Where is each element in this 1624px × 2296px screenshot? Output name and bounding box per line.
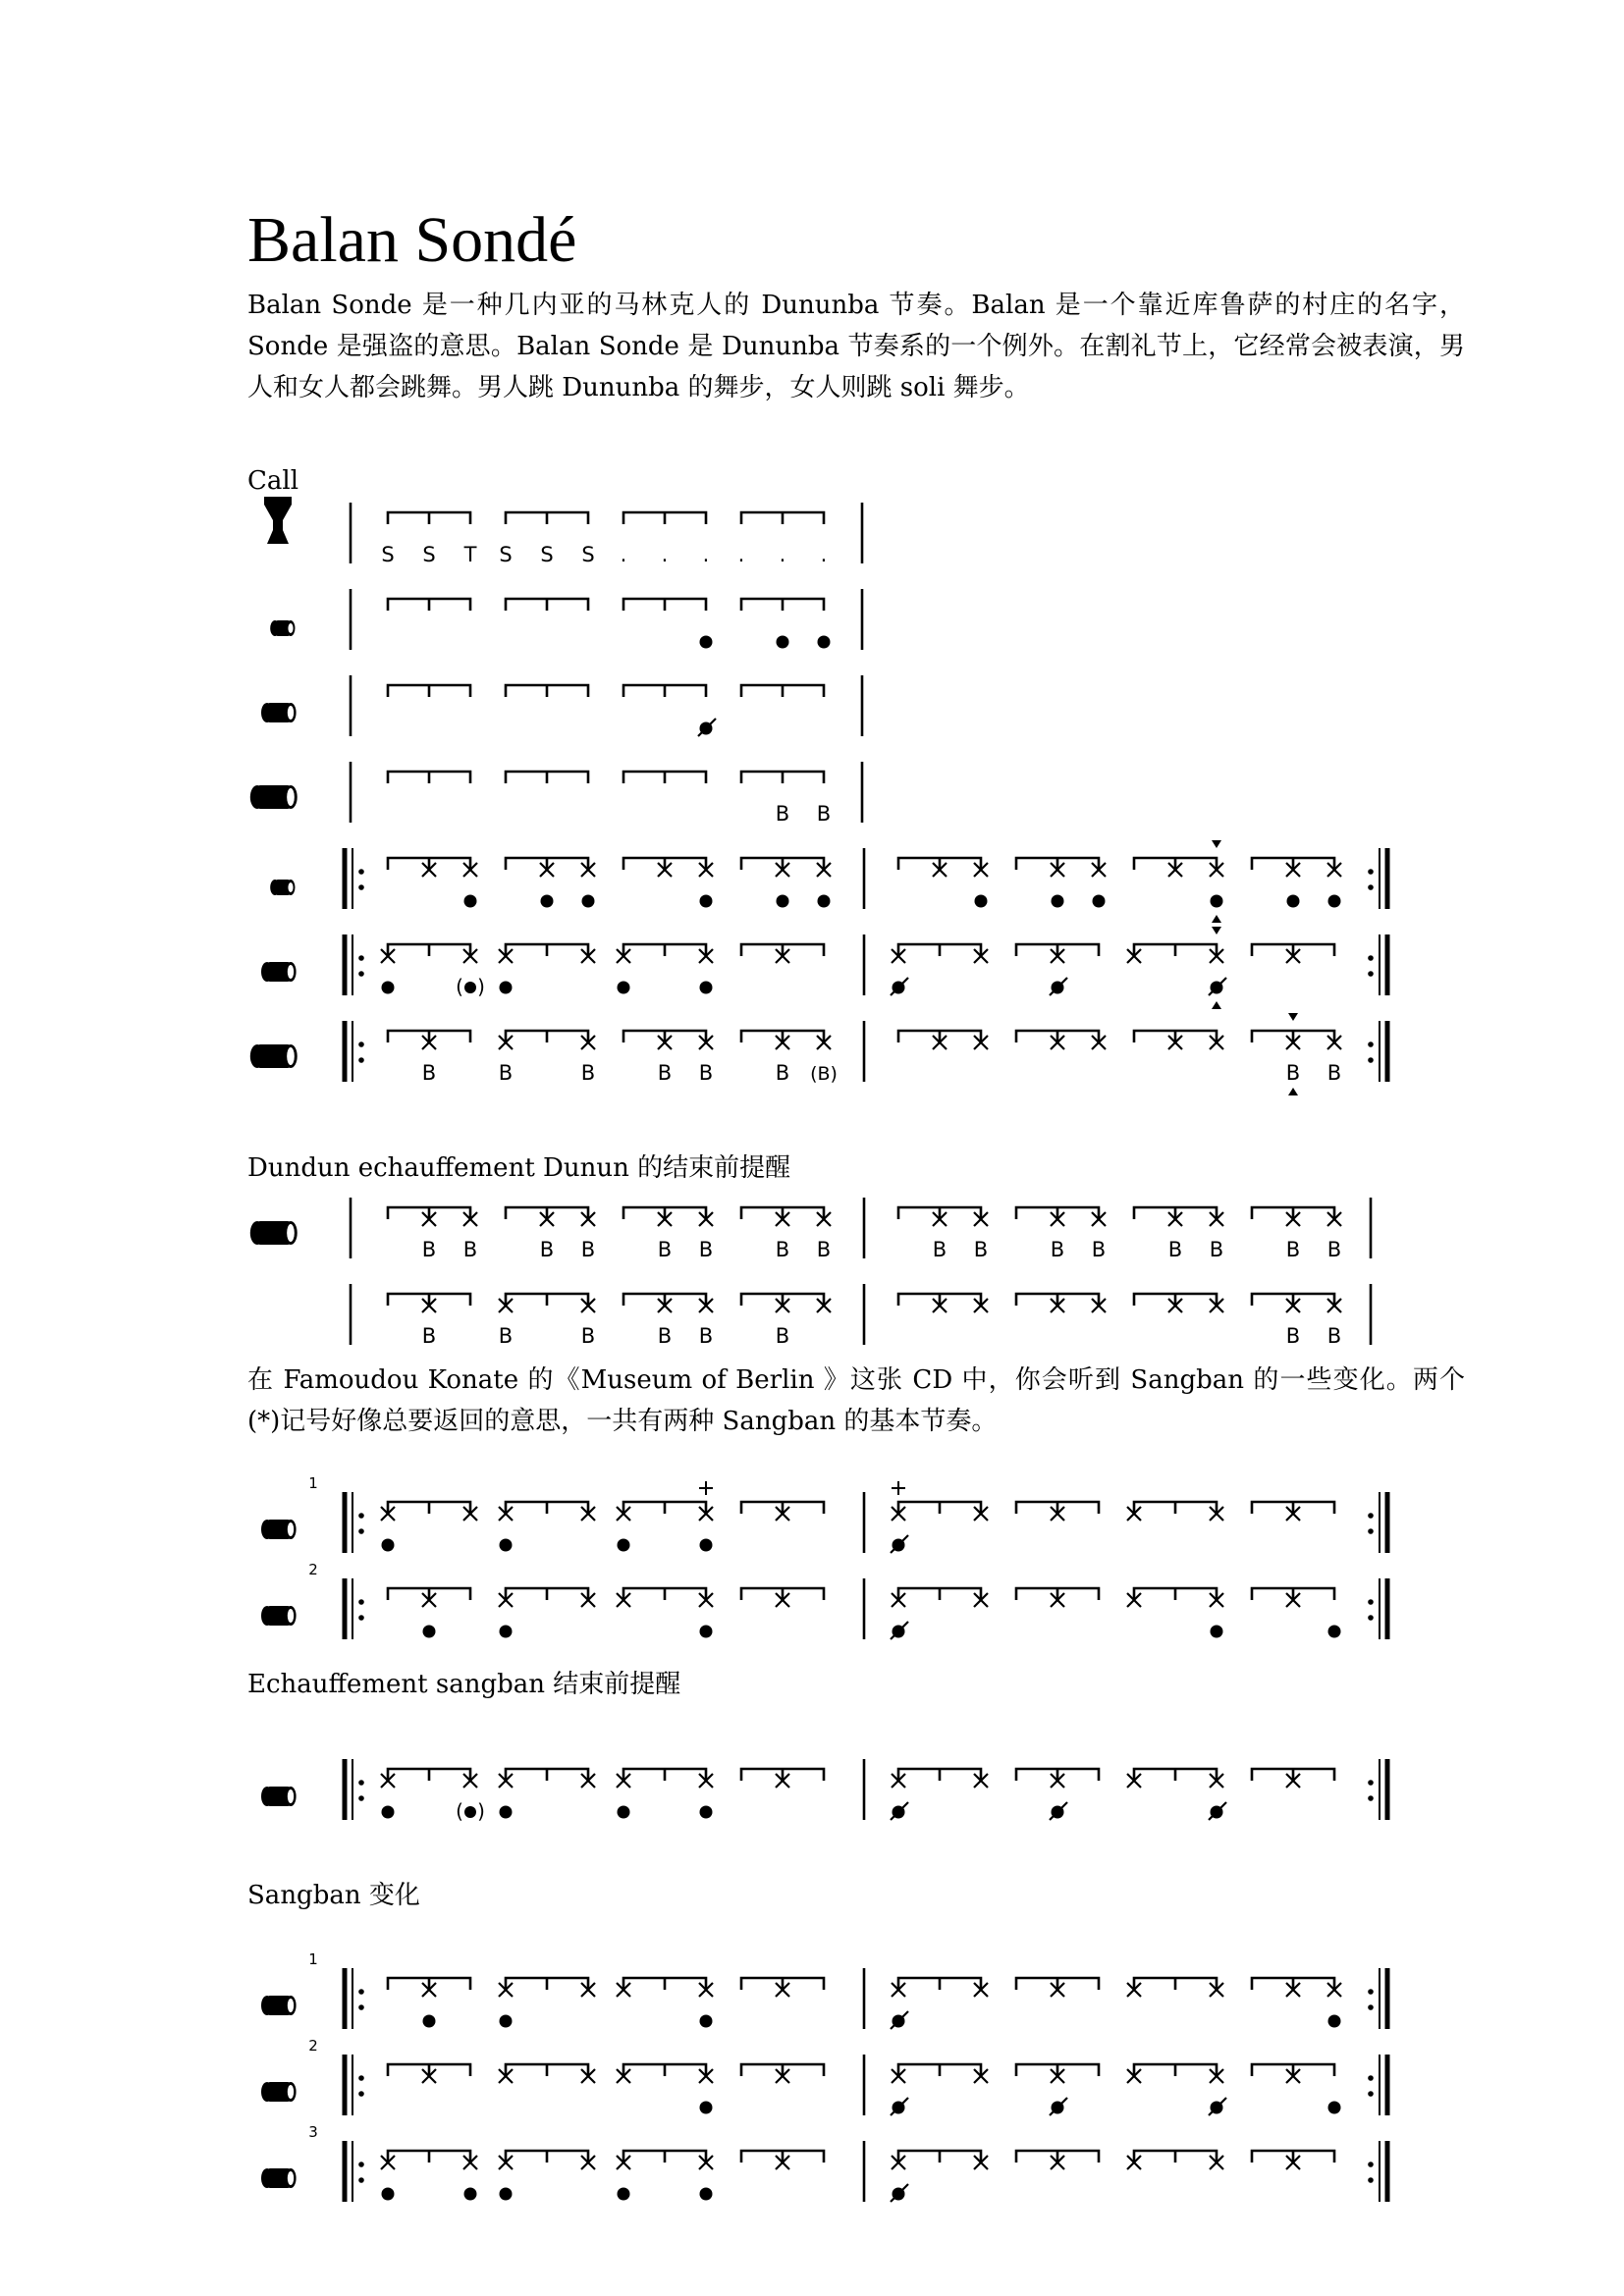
open-note [975,895,988,908]
staff-number: 3 [308,2123,318,2141]
muted-note [1209,1802,1226,1820]
open-note [500,1626,513,1638]
open-note [700,1539,713,1552]
beat-label: B [421,1061,437,1085]
beat-label: B [816,1238,832,1261]
measure [741,1502,824,1521]
measure [1127,2151,1223,2169]
measure [506,772,588,783]
beat-label: S [499,543,513,566]
sangban-icon [261,1520,297,1539]
measure [388,2064,470,2083]
beat-label: B [816,802,832,826]
measure [1252,2064,1341,2114]
svg-text:(: ( [456,1799,463,1823]
dununba-icon [250,785,298,809]
measure [381,944,485,998]
open-note [818,895,831,908]
open-note [382,1806,395,1819]
beat-label: B [1326,1324,1342,1348]
sangban-icon [261,1787,297,1806]
staff-sangban-pattern [261,927,1387,1009]
svg-text:): ) [477,975,485,998]
beat-label: B [932,1238,947,1261]
open-note [382,982,395,994]
open-note [500,1539,513,1552]
measure [1016,2151,1099,2169]
staff-number: 2 [308,2037,318,2055]
beat-label: . [661,543,669,566]
open-note [1211,1626,1223,1638]
measure [1016,1588,1099,1607]
beat-label: B [421,1238,437,1261]
measure [623,685,716,736]
repeat-end [1368,2055,1387,2115]
measure [388,685,470,697]
ghost-note [456,975,485,998]
measure [499,2151,595,2201]
beat-label: B [775,1324,790,1348]
measure [388,858,477,908]
measure [741,1294,831,1348]
muted-note [891,2011,908,2029]
beat-label: B [775,1061,790,1085]
open-note [500,2188,513,2201]
repeat-start [345,1021,364,1082]
measure [499,1031,595,1085]
repeat-start [345,2055,364,2115]
measure [1134,1207,1223,1261]
beat-label: B [657,1061,673,1085]
beat-label: B [1209,1238,1224,1261]
open-note [1328,1626,1341,1638]
staff-number: 2 [308,1561,318,1578]
muted-note [891,2098,908,2115]
muted-note [891,1535,908,1553]
measure [499,1769,595,1819]
accent-below [1212,1001,1221,1009]
measure [741,1207,831,1261]
measure [617,2064,713,2114]
beat-label: (B) [810,1063,838,1085]
measure [381,1502,477,1552]
measure [891,1769,988,1820]
repeat-end [1368,1968,1387,2029]
accent-above [1288,1013,1298,1021]
open-note [382,2188,395,2201]
open-note [1093,895,1106,908]
measure [1134,1294,1223,1312]
measure [738,512,828,566]
repeat-start [345,934,364,995]
staff-sangban-variation-1 [261,1950,1387,2029]
beat-label: B [698,1324,714,1348]
open-note [1328,2015,1341,2028]
measure [506,599,588,611]
accent-mark [699,1481,713,1495]
beat-label: . [820,543,828,566]
staff-dununba-pattern [250,1013,1387,1095]
ghost-note [456,1799,485,1823]
measure [388,772,470,783]
muted-note [1050,978,1067,995]
measure [898,1207,988,1261]
measure [388,599,470,611]
repeat-end [1368,2141,1387,2202]
beat-label: B [580,1061,596,1085]
dununba-icon [250,1221,298,1245]
muted-note [1209,978,1226,995]
measure [898,858,988,908]
beat-label: S [381,543,395,566]
beat-label: B [1050,1238,1065,1261]
open-note [700,982,713,994]
open-note [500,982,513,994]
staff-sangban-variation-2 [261,2037,1387,2115]
measure [617,1978,713,2028]
open-note [700,895,713,908]
measure [381,2151,477,2201]
measure [898,1294,988,1312]
beat-label: B [462,1238,478,1261]
accent-below [1288,1088,1298,1095]
staff-call-djembe [264,497,862,566]
muted-note [891,2184,908,2202]
measure [506,685,588,697]
open-note [464,895,477,908]
open-note [1328,2102,1341,2114]
measure [1016,2064,1099,2115]
beat-label: B [698,1238,714,1261]
measure [741,599,831,649]
staff-number: 1 [308,1474,318,1492]
measure [891,2064,988,2115]
measure [741,944,824,963]
beat-label: . [737,543,745,566]
measure [506,1207,595,1261]
beat-label: B [498,1061,514,1085]
svg-text:): ) [477,1799,485,1823]
measure [1127,927,1226,1009]
open-note [700,636,713,649]
muted-note [1209,2098,1226,2115]
measure [388,1031,470,1085]
beat-label: B [539,1238,555,1261]
measure [898,1031,988,1049]
measure [621,512,710,566]
measure [1016,858,1106,908]
measure [623,858,713,908]
measure [388,1978,470,2028]
measure [623,1031,713,1085]
measure [499,944,595,994]
measure [1252,944,1334,963]
sangban-icon [261,962,297,982]
beat-label: . [702,543,710,566]
measure [891,1481,988,1553]
measure [1016,1502,1099,1521]
measure [1127,1769,1226,1820]
beat-label: B [1091,1238,1107,1261]
beat-label: . [779,543,786,566]
open-note [1287,895,1300,908]
measure [1134,840,1223,923]
staff-dundun-echauffement-2 [351,1284,1371,1348]
measure [388,1294,470,1348]
staff-kenkeni-pattern [270,840,1387,923]
staff-call-sangban [261,675,862,736]
call-heading: Call [247,466,299,496]
measure [1252,1769,1334,1788]
beat-label: T [463,543,477,566]
accent-mark [892,1481,905,1495]
measure [623,1294,713,1348]
measure [499,1502,595,1552]
sangban-icon [261,2082,297,2102]
repeat-start [345,1492,364,1553]
measure [1252,1588,1341,1638]
open-note [618,1539,630,1552]
open-note [700,2188,713,2201]
staff-sangban-basic-1 [261,1474,1387,1553]
beat-label: S [581,543,595,566]
measure [1016,1294,1106,1312]
beat-label: B [1167,1238,1183,1261]
measure [741,1769,824,1788]
repeat-end [1368,1759,1387,1820]
staff-call-dununba [250,762,862,826]
djembe-icon [264,497,292,544]
accent-below [1212,915,1221,923]
open-note [500,1806,513,1819]
measure [741,1978,824,1997]
measure [499,512,594,566]
beat-label: B [1285,1324,1301,1348]
measure [1252,858,1341,908]
open-note [700,1626,713,1638]
measure [499,1588,595,1638]
accent-above [1212,927,1221,934]
measure [1016,1978,1099,1997]
open-note [777,636,789,649]
measure [1127,1502,1223,1521]
measure [617,944,713,994]
measure [1134,1031,1223,1049]
open-note [500,2015,513,2028]
staff-number: 1 [308,1950,318,1968]
beat-label: B [1326,1238,1342,1261]
measure [499,2064,595,2083]
repeat-end [1368,848,1387,909]
measure [1016,1769,1099,1820]
measure [623,1207,713,1261]
measure [891,2151,988,2202]
measure [1252,2151,1334,2169]
measure [1252,1502,1334,1521]
open-note [1328,895,1341,908]
muted-note [891,1802,908,1820]
repeat-end [1368,1021,1387,1082]
repeat-start [345,2141,364,2202]
measure [499,1978,595,2028]
repeat-start [345,1578,364,1639]
measure [623,772,706,783]
measure [1252,1978,1341,2028]
sangban-icon [261,2168,297,2188]
open-note [618,2188,630,2201]
staff-sangban-variation-3 [261,2123,1387,2202]
measure [617,1769,713,1819]
open-note [541,895,554,908]
measure [741,1588,824,1607]
staff-dundun-echauffement-1 [250,1198,1371,1261]
beat-label: B [580,1238,596,1261]
kenkeni-icon [270,620,295,636]
measure [617,1588,713,1638]
staff-echauffement-sangban [261,1759,1387,1823]
beat-label: B [1285,1061,1301,1085]
open-note [818,636,831,649]
measure [741,858,831,908]
staff-sangban-basic-2 [261,1561,1387,1639]
repeat-start [345,1759,364,1820]
repeat-end [1368,934,1387,995]
page-title: Balan Sondé [247,204,577,276]
measure [891,1978,988,2029]
measure [1252,1294,1341,1348]
open-note [1052,895,1064,908]
open-note [777,895,789,908]
measure [381,512,476,566]
sangban-icon [261,1996,297,2015]
beat-label: B [775,1238,790,1261]
measure [1127,1588,1223,1638]
open-note [582,895,595,908]
measure [741,2151,824,2169]
measure [388,1207,477,1261]
open-note [464,2188,477,2201]
beat-label: B [498,1324,514,1348]
sangban-icon [261,703,297,722]
beat-label: B [973,1238,989,1261]
svg-text:(: ( [456,975,463,998]
variations-heading: Sangban 变化 [247,1881,420,1910]
muted-note [891,1622,908,1639]
muted-note [891,978,908,995]
measure [381,1769,485,1823]
open-note [618,982,630,994]
measure [617,2151,713,2201]
beat-label: B [657,1238,673,1261]
beat-label: S [540,543,554,566]
beat-label: B [421,1324,437,1348]
sangban-icon [261,1606,297,1626]
measure [891,944,988,995]
measure [741,1031,838,1085]
beat-label: B [657,1324,673,1348]
muted-note [1050,1802,1067,1820]
intro-paragraph: Balan Sonde 是一种几内亚的马林克人的 Dununba 节奏。Balan 是一个靠近库鲁萨的村庄的名字，Sonde 是强盗的意思。Balan Sonde 是 Dununba 节奏系的一个例外。在割礼节上，它经常会被表演，男人和女人都会跳舞。男人跳 Dununba 的舞步，女人则跳 soli 舞步。 [247,291,1465,402]
kenkeni-icon [270,880,295,895]
open-note [700,2102,713,2114]
beat-label: B [775,802,790,826]
measure [1127,2064,1226,2115]
open-note [700,2015,713,2028]
accent-above [1212,840,1221,848]
measure [506,858,595,908]
muted-note [1050,2098,1067,2115]
repeat-end [1368,1492,1387,1553]
dununba-icon [250,1044,298,1068]
measure [1016,944,1099,995]
measure [1127,1978,1223,1997]
open-note [423,1626,436,1638]
repeat-end [1368,1578,1387,1639]
open-note [423,2015,436,2028]
beat-label: S [422,543,436,566]
measure [741,772,831,826]
repeat-start [345,1968,364,2029]
measure [741,2064,824,2083]
open-note [382,1539,395,1552]
measure [388,1588,470,1638]
measure [741,685,824,697]
repeat-start [345,848,364,909]
beat-label: B [698,1061,714,1085]
measure [617,1481,713,1552]
beat-label: B [580,1324,596,1348]
measure [1016,1031,1106,1049]
staff-call-kenkeni [270,589,862,650]
beat-label: . [620,543,627,566]
measure [1252,1207,1341,1261]
dundun-heading: Dundun echauffement Dunun 的结束前提醒 [247,1153,791,1183]
open-note [1211,895,1223,908]
beat-label: B [1285,1238,1301,1261]
open-note [618,1806,630,1819]
measure [1016,1207,1106,1261]
measure [499,1294,595,1348]
open-note [700,1806,713,1819]
echauffement-heading: Echauffement sangban 结束前提醒 [247,1670,681,1699]
muted-note [698,719,716,736]
measure [891,1588,988,1639]
measure [1252,1013,1341,1095]
beat-label: B [1326,1061,1342,1085]
measure [623,599,713,649]
cd-note-paragraph: 在 Famoudou Konate 的《Museum of Berlin 》这张 CD 中，你会听到 Sangban 的一些变化。两个(*)记号好像总要返回的意思，一共有两种 Sangban 的基本节奏。 [247,1365,1465,1436]
